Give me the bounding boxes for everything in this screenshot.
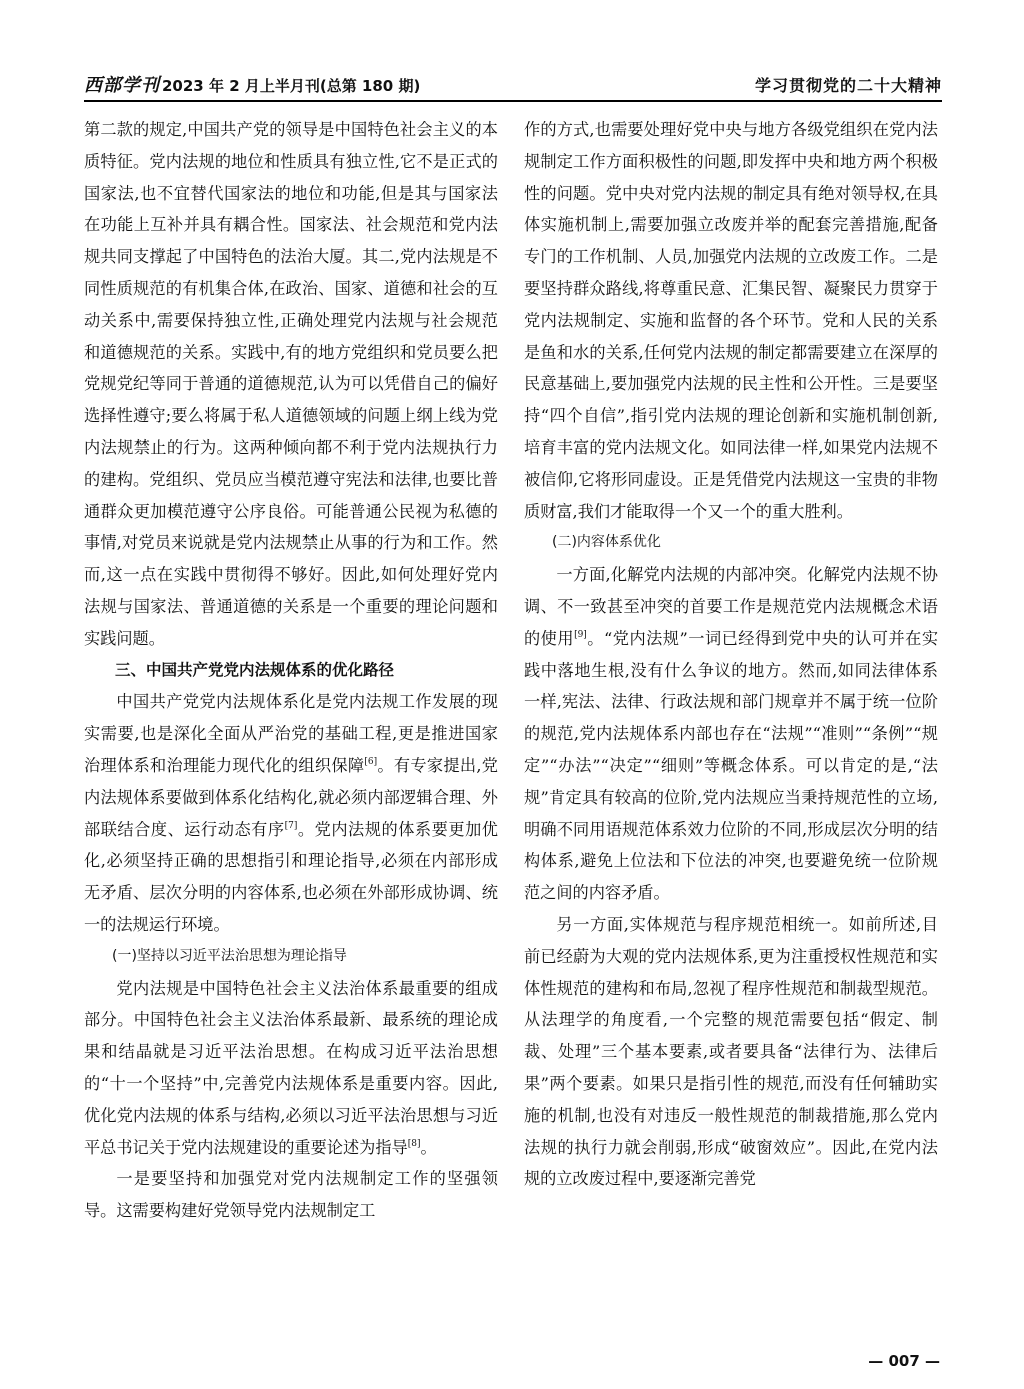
page-number: — 007 —	[868, 1352, 940, 1370]
subsection-heading: (一)坚持以习近平法治思想为理论指导	[112, 947, 347, 964]
paragraph-text: 。	[420, 1137, 437, 1157]
paragraph-text: 。党内法规的体系要更加优化,必须坚持正确的思想指引和理论指导,必须在内部形成无矛盾、层次分明的内容体系,也必须在外部形成协调、统一的法规运行环境。	[84, 819, 498, 934]
paragraph-text: 。有专家提出,党内法规体系要做到体系化结构化,就必须内部逻辑合理、外部联结合度、运行动态有序	[84, 755, 498, 839]
issue-info: 2023 年 2 月上半月刊(总第 180 期)	[162, 77, 421, 95]
header-left	[84, 71, 420, 97]
citation-ref: [7]	[284, 820, 298, 831]
paragraph	[524, 559, 938, 909]
paragraph	[84, 686, 498, 940]
paragraph: 第二款的规定,中国共产党的领导是中国特色社会主义的本质特征。党内法规的地位和性质具有独立性,它不是正式的国家法,也不宜替代国家法的地位和功能,但是其与国家法在功能上互补并具有耦合性。国家法、社会规范和党内法规共同支撑起了中国特色的法治大厦。其二,党内法规是不同性质规范的有机集合体,在政治、国家、道德和社会的互动关系中,需要保持独立性,正确处理党内法规与社会规范和道德规范的关系。实践中,有的地方党组织和党员要么把党规党纪等同于普通的道德规范,认为可以凭借自己的偏好选择性遵守;要么将属于私人道德领域的问题上纲上线为党内法规禁止的行为。这两种倾向都不利于党内法规执行力的建构。党组织、党员应当模范遵守宪法和法律,也要比普通群众更加模范遵守公序良俗。可能普通公民视为私德的事情,对党员来说就是党内法规禁止从事的行为和工作。然而,这一点在实践中贯彻得不够好。因此,如何处理好党内法规与国家法、普通道德的关系是一个重要的理论问题和实践问题。	[84, 120, 498, 648]
citation-ref: [6]	[364, 756, 378, 767]
paragraph-text: 中国共产党党内法规体系化是党内法规工作发展的现实需要,也是深化全面从严治党的基础工程,更是推进国家治理体系和治理能力现代化的组织保障	[84, 692, 498, 775]
paragraph	[84, 973, 498, 1164]
paragraph-text: 。“党内法规”一词已经得到党中央的认可并在实践中落地生根,没有什么争议的地方。然而,如同法律体系一样,宪法、法律、行政法规和部门规章并不属于统一位阶的规范,党内法规体系内部也存在“法规”“准则”“条例”“规定”“办法”“决定”“细则”等概念体系。可以肯定的是,“法规”肯定具有较高的位阶,党内法规应当秉持规范性的立场,明确不同用语规范体系效力位阶的不同,形成层次分明的结构体系,避免上位法和下位法的冲突,也要避免统一位阶规范之间的内容矛盾。	[524, 628, 939, 903]
section-title: 学习贯彻党的二十大精神	[754, 75, 942, 95]
paragraph: 一是要坚持和加强党对党内法规制定工作的坚强领导。这需要构建好党领导党内法规制定工	[84, 1169, 498, 1221]
subsection-heading: (二)内容体系优化	[552, 534, 661, 551]
paragraph: 另一方面,实体规范与程序规范相统一。如前所述,目前已经蔚为大观的党内法规体系,更为注重授权性规范和实体性规范的建构和布局,忽视了程序性规范和制裁型规范。从法理学的角度看,一个完整的规范需要包括“假定、制裁、处理”三个基本要素,或者要具备“法律行为、法律后果”两个要素。如果只是指引性的规范,而没有任何辅助实施的机制,也没有对违反一般性规范的制裁措施,那么党内法规的执行力就会削弱,形成“破窗效应”。因此,在党内法规的立改废过程中,要逐渐完善党	[524, 914, 938, 1189]
left-column	[84, 114, 498, 1227]
paragraph-text: 一方面,化解党内法规的内部冲突。化解党内法规不协调、不一致甚至冲突的首要工作是规范党内法规概念术语的使用	[524, 565, 938, 648]
running-header	[84, 68, 942, 102]
paragraph: 作的方式,也需要处理好党中央与地方各级党组织在党内法规制定工作方面积极性的问题,即发挥中央和地方两个积极性的问题。党中央对党内法规的制定具有绝对领导权,在具体实施机制上,需要加强立改废并举的配套完善措施,配备专门的工作机制、人员,加强党内法规的立改废工作。二是要坚持群众路线,将尊重民意、汇集民智、凝聚民力贯穿于党内法规制定、实施和监督的各个环节。党和人民的关系是鱼和水的关系,任何党内法规的制定都需要建立在深厚的民意基础上,要加强党内法规的民主性和公开性。三是要坚持“四个自信”,指引党内法规的理论创新和实施机制创新,培育丰富的党内法规文化。如同法律一样,如果党内法规不被信仰,它将形同虚设。正是凭借党内法规这一宝贵的非物质财富,我们才能取得一个又一个的重大胜利。	[524, 120, 938, 521]
paragraph-text: 党内法规是中国特色社会主义法治体系最重要的组成部分。中国特色社会主义法治体系最新、最系统的理论成果和结晶就是习近平法治思想。在构成习近平法治思想的“十一个坚持”中,完善党内法规体系是重要内容。因此,优化党内法规的体系与结构,必须以习近平法治思想与习近平总书记关于党内法规建设的重要论述为指导	[84, 978, 498, 1157]
citation-ref: [9]	[574, 629, 587, 640]
right-column	[524, 114, 938, 1195]
section-heading: 三、中国共产党党内法规体系的优化路径	[115, 660, 395, 679]
journal-logo: 西部学刊	[84, 75, 160, 96]
citation-ref: [8]	[407, 1138, 421, 1149]
